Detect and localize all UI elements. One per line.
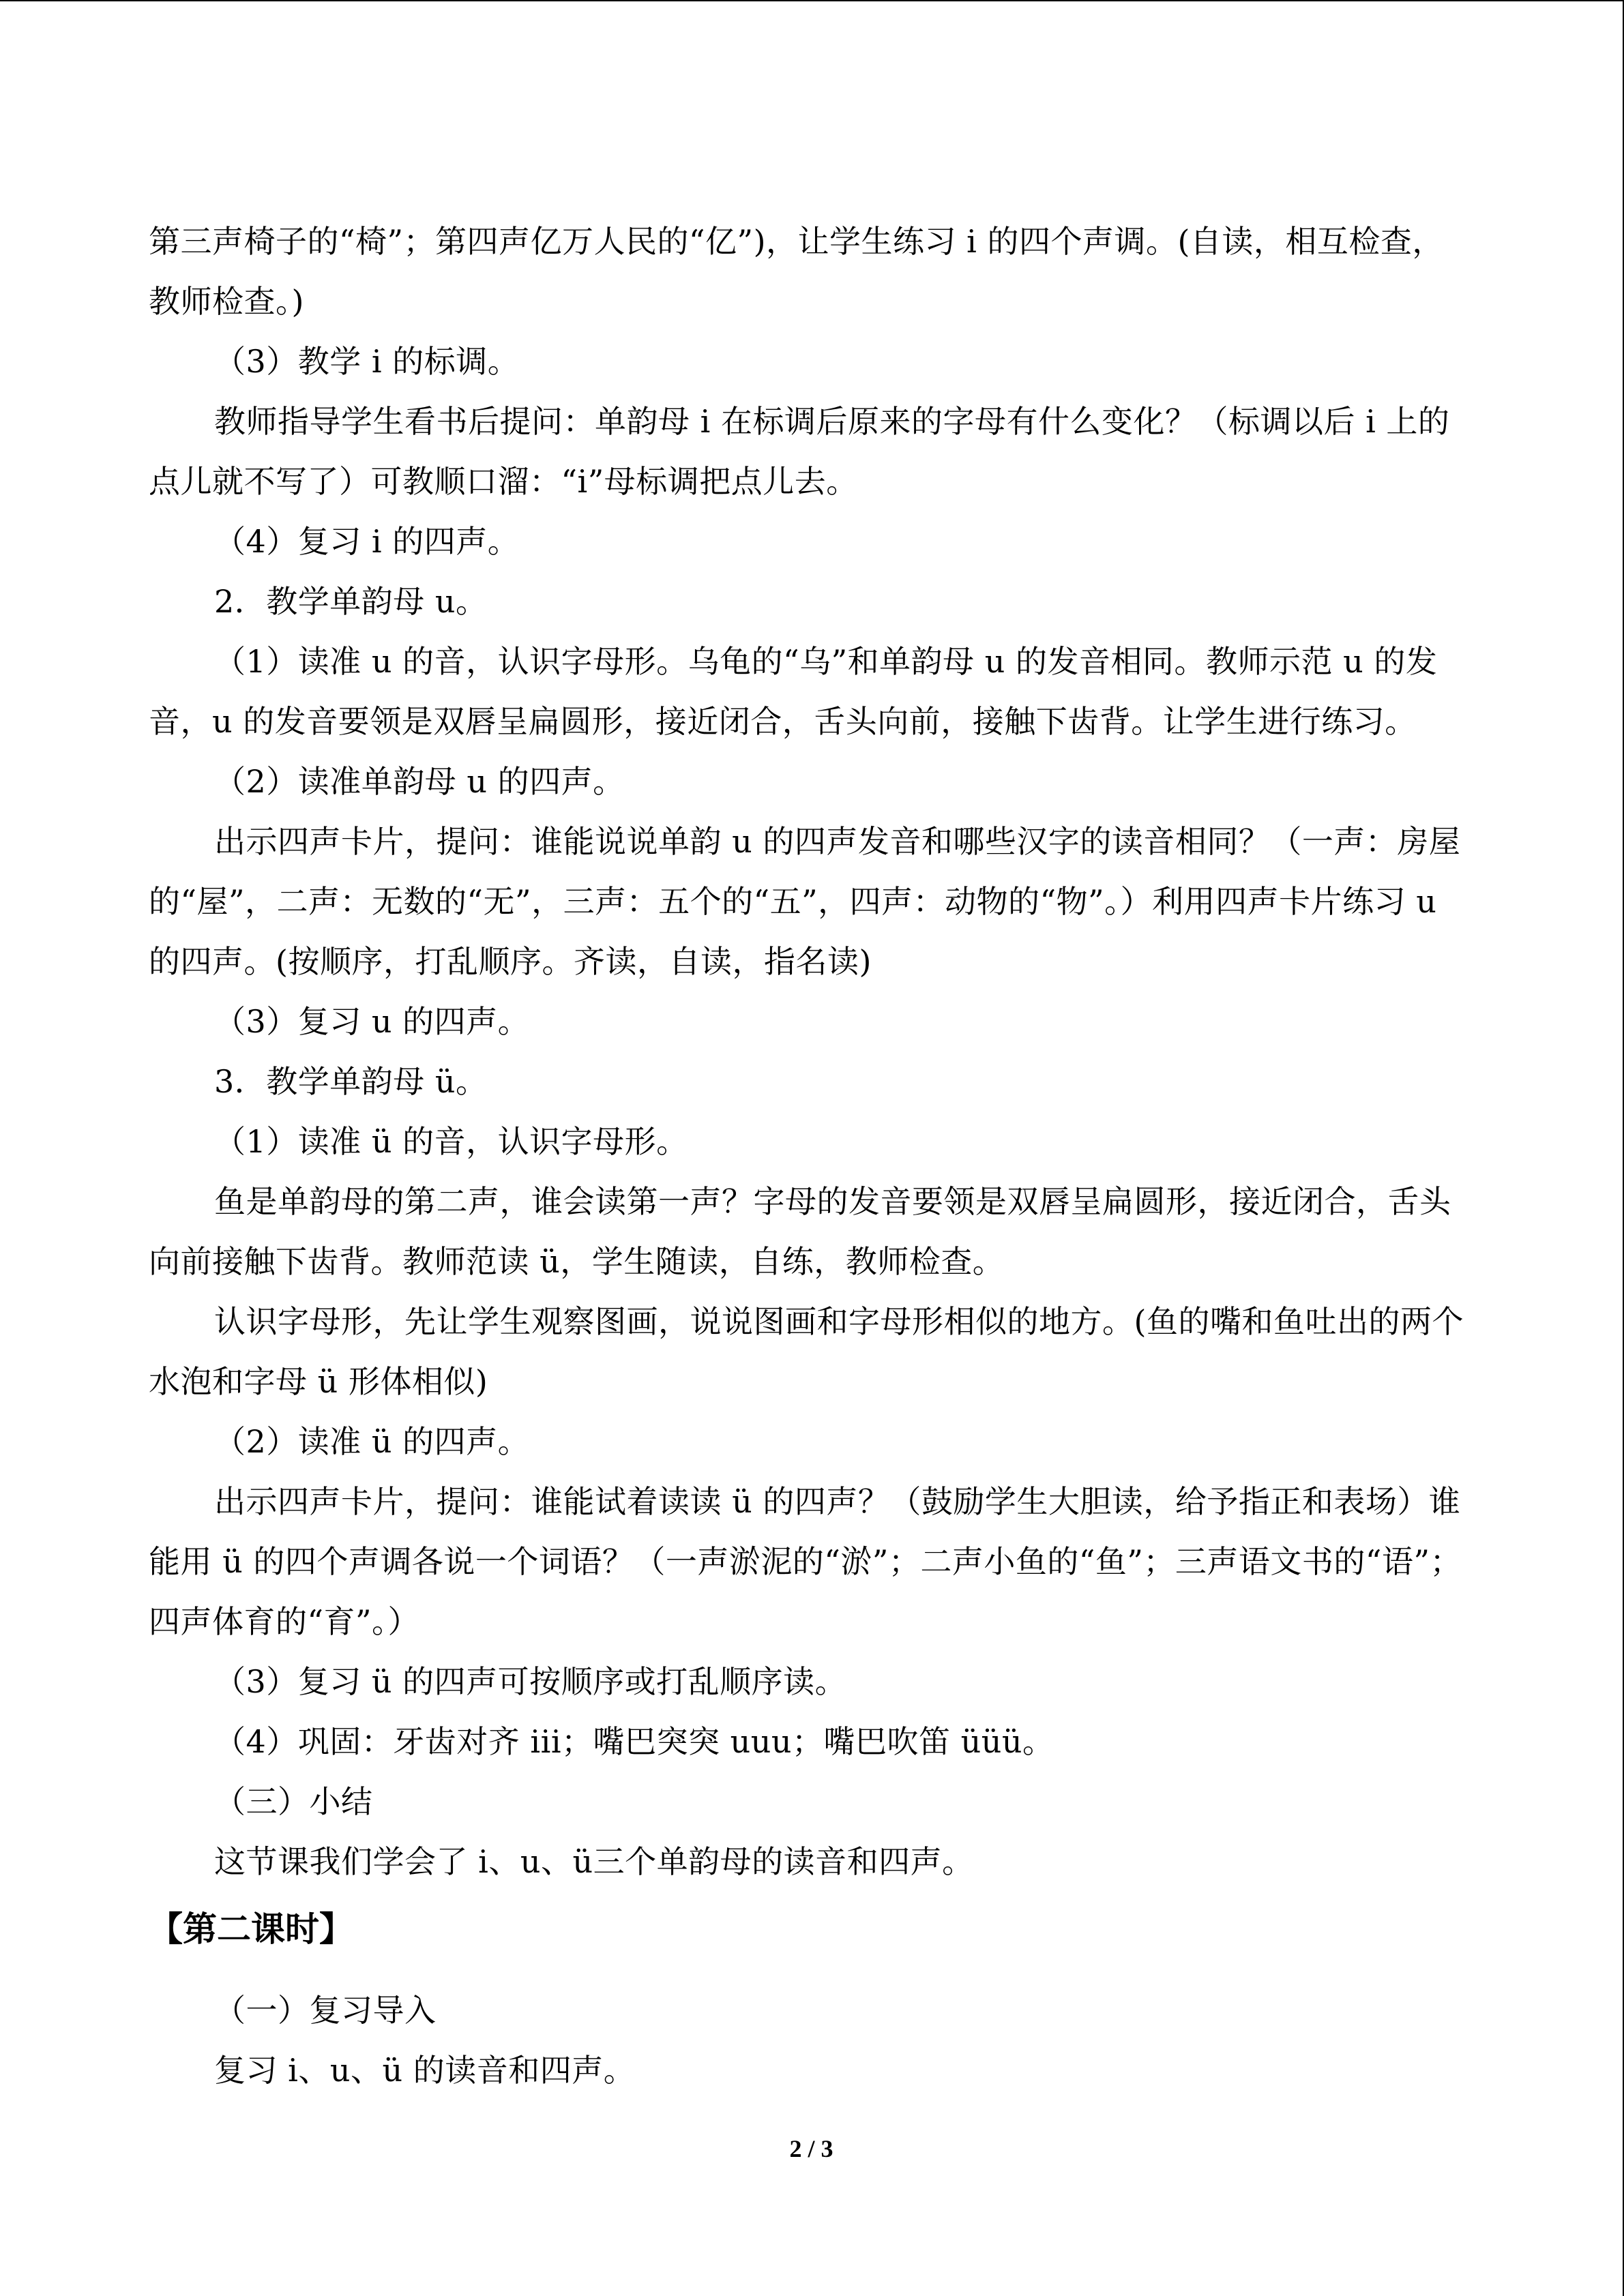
paragraph: （3）教学 i 的标调。: [214, 343, 520, 380]
paragraph: （4）复习 i 的四声。: [214, 523, 520, 560]
paragraph: 认识字母形，先让学生观察图画，说说图画和字母形相似的地方。(鱼的嘴和鱼吐出的两个水泡和字母 ü 形体相似): [149, 1303, 1464, 1400]
paragraph: （1）读准 u 的音，认识字母形。乌龟的“乌”和单韵母 u 的发音相同。教师示范 u 的发音，u 的发音要领是双唇呈扁圆形，接近闭合，舌头向前，接触下齿背。让学生进行练习。: [149, 643, 1438, 740]
paragraph: 第三声椅子的“椅”；第四声亿万人民的“亿”)，让学生练习 i 的四个声调。(自读，相互检查，教师检查。): [149, 223, 1444, 320]
paragraph: 出示四声卡片，提问：谁能试着读读 ü 的四声？（鼓励学生大胆读，给予指正和表场）谁能用 ü 的四个声调各说一个词语？（一声淤泥的“淤”；二声小鱼的“鱼”；三声语文书的“语”；四声体育的“育”。）: [149, 1483, 1462, 1640]
paragraph: （3）复习 ü 的四声可按顺序或打乱顺序读。: [214, 1663, 847, 1700]
paragraph: 2．教学单韵母 u。: [214, 583, 488, 620]
paragraph: 复习 i、u、ü 的读音和四声。: [214, 2052, 636, 2089]
paragraph: （2）读准单韵母 u 的四声。: [214, 763, 625, 800]
paragraph: （3）复习 u 的四声。: [214, 1003, 530, 1040]
paragraph: （2）读准 ü 的四声。: [214, 1423, 530, 1460]
paragraph: （一）复习导入: [214, 1992, 437, 2029]
heading-spacer: [149, 1967, 1475, 1980]
paragraph: 教师指导学生看书后提问：单韵母 i 在标调后原来的字母有什么变化？（标调以后 i 上的点儿就不写了）可教顺口溜：“i”母标调把点儿去。: [149, 403, 1450, 500]
section-heading: 【第二课时】: [149, 1909, 353, 1949]
paragraph: （三）小结: [214, 1783, 373, 1820]
paragraph: （4）巩固：牙齿对齐 iii；嘴巴突突 uuu；嘴巴吹笛 üüü。: [214, 1723, 1054, 1760]
paragraph: （1）读准 ü 的音，认识字母形。: [214, 1123, 688, 1160]
paragraph: 出示四声卡片，提问：谁能说说单韵 u 的四声发音和哪些汉字的读音相同？（一声：房屋的“屋”，二声：无数的“无”，三声：五个的“五”，四声：动物的“物”。）利用四声卡片练习 u 的四声。(按顺序，打乱顺序。齐读，自读，指名读): [149, 823, 1461, 980]
page-number: 2 / 3: [789, 2135, 833, 2162]
page-content: [149, 211, 1475, 2100]
paragraph: 鱼是单韵母的第二声，谁会读第一声？字母的发音要领是双唇呈扁圆形，接近闭合，舌头向前接触下齿背。教师范读 ü，学生随读，自练，教师检查。: [149, 1183, 1451, 1280]
paragraph: 3．教学单韵母 ü。: [214, 1063, 488, 1100]
paragraph: 这节课我们学会了 i、u、ü三个单韵母的读音和四声。: [214, 1843, 974, 1880]
